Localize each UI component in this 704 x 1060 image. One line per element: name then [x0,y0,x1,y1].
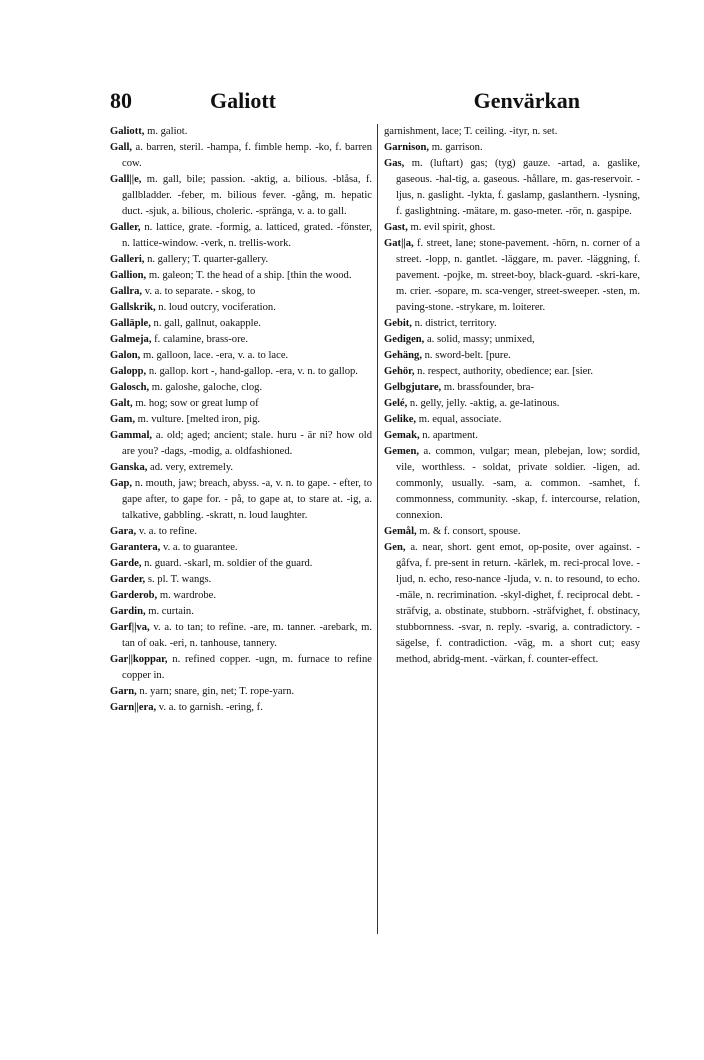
dictionary-entry [384,332,640,348]
dictionary-entry [384,428,640,444]
dictionary-entry [110,540,372,556]
definition: v. a. to refine. [136,526,197,537]
headword: Gap, [110,478,133,489]
headword: Galon, [110,350,141,361]
headword: Gammal, [110,430,153,441]
dictionary-entry [384,316,640,332]
definition: n. gallery; T. quarter-gallery. [144,254,269,265]
dictionary-entry [110,604,372,620]
headword: Garde, [110,558,142,569]
headword: Gardin, [110,606,146,617]
definition: m. curtain. [145,606,194,617]
dictionary-entry [110,300,372,316]
definition: a. solid, massy; unmixed, [424,334,535,345]
headword: Galiott, [110,126,145,137]
definition: m. garrison. [429,142,483,153]
definition: n. lattice, grate. -formig, a. latticed, grated. -fönster, n. lattice-window. -verk, n. trellis-work. [122,222,372,249]
headword: Gallra, [110,286,143,297]
definition: n. yarn; snare, gin, net; T. rope-yarn. [136,686,295,697]
headword: Garderob, [110,590,158,601]
dictionary-entry [110,524,372,540]
dictionary-entry [110,316,372,332]
right-column [384,124,640,940]
headword: Garf||va, [110,622,150,633]
dictionary-entry [110,572,372,588]
headword: Galmeja, [110,334,152,345]
dictionary-entry [110,220,372,252]
dictionary-entry [110,380,372,396]
headword: Gallskrik, [110,302,156,313]
headword: Garn||era, [110,702,157,713]
headword: Gar||koppar, [110,654,168,665]
left-column [110,124,372,940]
dictionary-entry [110,460,372,476]
headword: Gast, [384,222,408,233]
definition: m. equal, associate. [416,414,502,425]
dictionary-entry [110,556,372,572]
definition: n. guard. -skarl, m. soldier of the guard. [141,558,313,569]
definition: a. common, vulgar; mean, plebejan, low; sordid, vile, worthless. - soldat, private soldier. -ligen, ad. commonly, usually. -sam, a. common. -samhet, f. commonness, community. -skap, f. intercourse, relation, connexion. [396,446,640,521]
headword: Gelbgjutare, [384,382,442,393]
headword: Gebit, [384,318,412,329]
definition: a. barren, steril. -hampa, f. fimble hemp. -ko, f. barren cow. [122,142,372,169]
definition: m. evil spirit, ghost. [407,222,496,233]
headword: Garder, [110,574,146,585]
definition: m. (luftart) gas; (tyg) gauze. -artad, a. gaslike, gaseous. -hal-tig, a. gaseous. -hållare, m. gas-reservoir. -ljus, n. gaslight. -lykta, f. gaslamp, gaslanthern. -lysning, f. gaslightning. -mätare, m. gaso-meter. -rör, n. gaspipe. [396,158,640,217]
headword: Gedigen, [384,334,425,345]
page-header [110,88,580,118]
definition: n. apartment. [419,430,478,441]
dictionary-entry [110,652,372,684]
definition: n. gallop. kort -, hand-gallop. -era, v. n. to gallop. [146,366,358,377]
definition: a. old; aged; ancient; stale. huru - är ni? how old are you? -dags, -modig, a. oldfashioned. [122,430,372,457]
definition: m. galloon, lace. -era, v. a. to lace. [140,350,289,361]
definition: n. respect, authority, obedience; ear. [sier. [414,366,593,377]
definition: n. sword-belt. [pure. [421,350,511,361]
dictionary-entry [110,476,372,524]
definition: v. a. to guarantee. [160,542,238,553]
header-right-word: Genvärkan [473,88,580,113]
dictionary-entry [110,364,372,380]
definition: n. gelly, jelly. -aktig, a. ge-latinous. [407,398,560,409]
dictionary-entry [110,252,372,268]
headword: Gas, [384,158,405,169]
definition: v. a. to separate. - skog, to [142,286,256,297]
headword: Garn, [110,686,137,697]
definition: n. refined copper. -ugn, m. furnace to refine copper in. [122,654,372,681]
headword: Galosch, [110,382,150,393]
headword: Galleri, [110,254,145,265]
headword: Gemen, [384,446,420,457]
definition: n. district, territory. [411,318,497,329]
definition: v. a. to garnish. -ering, f. [156,702,263,713]
headword: Gehör, [384,366,415,377]
headword: Ganska, [110,462,148,473]
headword: Gemål, [384,526,417,537]
dictionary-entry [384,348,640,364]
dictionary-entry [384,220,640,236]
page-number: 80 [110,88,132,113]
dictionary-entry [110,172,372,220]
definition: f. street, lane; stone-pavement. -hörn, n. corner of a street. -lopp, n. gantlet. -läggare, m. paver. -läggning, f. pavement. -pojke, m. street-boy, black-guard. -skri-kare, m. crier. -sopare, m. sca-venger, street-sweeper. -sten, m. paving-stone. -strykare, m. loiterer. [396,238,640,313]
dictionary-entry [110,284,372,300]
dictionary-entry [110,268,372,284]
dictionary-entry [384,236,640,316]
definition: m. galiot. [144,126,188,137]
headword: Gall||e, [110,174,142,185]
headword: Gelé, [384,398,408,409]
dictionary-entry [110,684,372,700]
headword: Gara, [110,526,137,537]
headword: Garantera, [110,542,161,553]
definition: a. near, short. gent emot, op-posite, over against. -gåfva, f. pre-sent in return. -kärlek, m. reci-procal love. -ljud, n. echo, reso-nance -ljuda, v. n. to resound, to echo. -mäle, n. recrimination. -skyl-dighet, f. reciprocal debt. -sträfvig, a. obstinate, stubborn. -sträfvighet, f. obstinacy, stubbornness. -svar, n. reply. -svarig, a. contradictory. -sägelse, f. contradiction. -väg, m. a short cut; easy method, abridg-ment. -värkan, f. counter-effect. [396,542,640,665]
dictionary-entry [110,348,372,364]
dictionary-entry [384,396,640,412]
headword: Garnison, [384,142,430,153]
dictionary-entry [110,396,372,412]
definition: s. pl. T. wangs. [145,574,212,585]
column-divider [377,124,378,934]
dictionary-entry [384,124,640,140]
definition: m. brassfounder, bra- [441,382,535,393]
headword: Gam, [110,414,136,425]
dictionary-entry [384,364,640,380]
definition: n. mouth, jaw; breach, abyss. -a, v. n. to gape. - efter, to gape after, to gape for. - på, to gape at, to stare at. -ig, a. talkative, gabbling. -skratt, n. loud laughter. [122,478,372,521]
dictionary-entry [384,140,640,156]
headword: Gelike, [384,414,417,425]
dictionary-entry [110,332,372,348]
dictionary-entry [384,412,640,428]
definition: m. & f. consort, spouse. [416,526,521,537]
headword: Gallion, [110,270,147,281]
definition: m. gall, bile; passion. -aktig, a. bilious. -blåsa, f. gallbladder. -feber, m. bilious fever. -gång, m. hepatic duct. -sjuk, a. bilious, choleric. -spränga, v. a. to gall. [122,174,372,217]
definition: garnishment, lace; T. ceiling. -ityr, n. set. [384,126,558,137]
headword: Galt, [110,398,133,409]
definition: n. loud outcry, vociferation. [155,302,276,313]
dictionary-entry [110,428,372,460]
dictionary-entry [384,444,640,524]
definition: v. a. to tan; to refine. -are, m. tanner. -arebark, m. tan of oak. -eri, n. tanhouse, tannery. [122,622,372,649]
dictionary-entry [110,588,372,604]
dictionary-entry [110,620,372,652]
headword: Gat||a, [384,238,414,249]
definition: n. gall, gallnut, oakapple. [150,318,261,329]
header-left-word: Galiott [210,88,276,113]
definition: m. vulture. [melted iron, pig. [135,414,261,425]
headword: Gall, [110,142,133,153]
dictionary-entry [110,412,372,428]
dictionary-entry [384,524,640,540]
dictionary-entry [110,700,372,716]
headword: Galläple, [110,318,151,329]
dictionary-entry [384,540,640,668]
headword: Galler, [110,222,141,233]
dictionary-entry [384,380,640,396]
dictionary-entry [110,124,372,140]
headword: Galopp, [110,366,147,377]
definition: m. galoshe, galoche, clog. [149,382,263,393]
definition: ad. very, extremely. [147,462,234,473]
dictionary-entry [110,140,372,172]
definition: m. wardrobe. [157,590,217,601]
definition: m. galeon; T. the head of a ship. [thin the wood. [146,270,352,281]
definition: m. hog; sow or great lump of [132,398,259,409]
definition: f. calamine, brass-ore. [151,334,248,345]
headword: Gehäng, [384,350,422,361]
headword: Gen, [384,542,406,553]
dictionary-entry [384,156,640,220]
headword: Gemak, [384,430,420,441]
